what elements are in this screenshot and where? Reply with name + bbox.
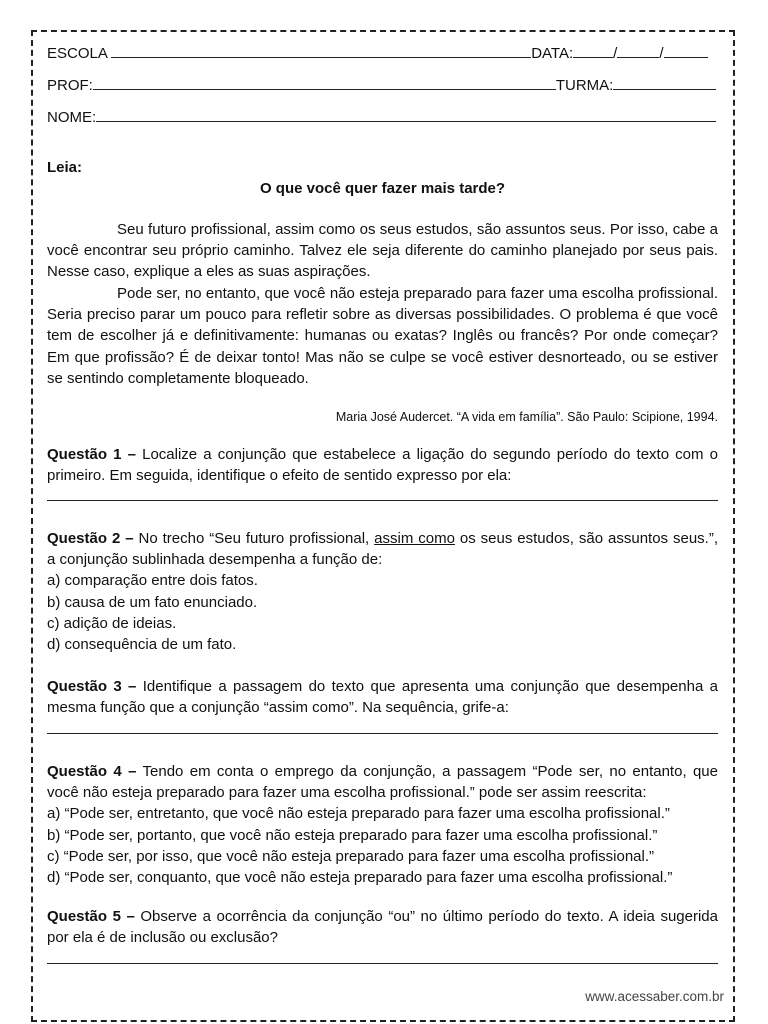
text-source: Maria José Audercet. “A vida em família”. São Paulo: Scipione, 1994. [335, 410, 718, 424]
question-4-option-c: c) “Pode ser, por isso, que você não esteja preparado para fazer uma escolha profissional.” [47, 847, 655, 865]
question-2-text-after: os seus estudos, são assuntos seus.”, a conjunção sublinhada desempenha a função de: [47, 530, 719, 569]
paragraph-1-text: Seu futuro profissional, assim como os seus estudos, são assuntos seus. Por isso, cabe a você encontrar seu próprio caminho. Talvez ele seja diferente do caminho planejado por seus pais. Nesse caso, explique a eles as suas aspirações. [47, 221, 718, 281]
date-label: DATA: [531, 45, 574, 62]
reading-paragraph-1 [47, 219, 718, 283]
question-4 [47, 761, 718, 888]
question-3 [47, 676, 718, 718]
question-4-option-d: d) “Pode ser, conquanto, que você não esteja preparado para fazer uma escolha profissional.” [47, 869, 673, 887]
class-label: TURMA: [555, 77, 614, 94]
question-4-option-a: a) “Pode ser, entretanto, que você não esteja preparado para fazer uma escolha profissional.” [47, 805, 670, 823]
school-blank [111, 43, 531, 58]
name-label: NOME: [47, 109, 97, 126]
question-1-text: Localize a conjunção que estabelece a ligação do segundo período do texto com o primeiro. Em seguida, identifique o efeito de sentido expresso por ela: [47, 446, 718, 485]
paragraph-2-text: Pode ser, no entanto, que você não esteja preparado para fazer uma escolha profissional. Seria preciso parar um pouco para refletir sobre as diversas possibilidades. O problema é que você tem de escolher já e definitivamente: humanas ou exatas? Inglês ou francês? Por onde começar? Em que profissão? É de deixar tonto! Mas não se culpe se você estiver desnorteado, ou se estiver se sentindo completamente bloqueado. [47, 285, 718, 387]
date-year-blank [664, 43, 708, 58]
question-2 [47, 528, 718, 655]
question-1 [47, 444, 718, 486]
school-row [47, 43, 708, 63]
question-4-option-b: b) “Pode ser, portanto, que você não esteja preparado para fazer uma escolha profissional.” [47, 826, 658, 844]
question-3-text: Identifique a passagem do texto que apresenta uma conjunção que desempenha a mesma função que a conjunção “assim como”. Na sequência, grife-a: [47, 678, 718, 717]
date-day-blank [573, 43, 613, 58]
question-2-text-before: No trecho “Seu futuro profissional, [138, 530, 370, 547]
reading-paragraph-2 [47, 283, 718, 389]
footer-website: www.acessaber.com.br [585, 989, 724, 1004]
question-1-label: Questão 1 – [47, 446, 136, 463]
question-2-option-d: d) consequência de um fato. [47, 636, 237, 654]
name-row [47, 107, 716, 127]
question-2-underlined-conjunction: assim como [374, 530, 455, 547]
teacher-row [47, 75, 716, 95]
question-2-option-c: c) adição de ideias. [47, 614, 177, 632]
text-title: O que você quer fazer mais tarde? [259, 180, 506, 197]
date-separator: / [613, 45, 618, 62]
school-label: ESCOLA [47, 45, 108, 62]
reading-instruction: Leia: [47, 159, 83, 176]
answer-line-5 [47, 963, 718, 964]
question-4-text: Tendo em conta o emprego da conjunção, a passagem “Pode ser, no entanto, que você não esteja preparado para fazer uma escolha profissional.” pode ser assim reescrita: [47, 763, 718, 802]
name-blank [96, 107, 716, 122]
question-2-option-b: b) causa de um fato enunciado. [47, 593, 258, 611]
question-2-option-a: a) comparação entre dois fatos. [47, 572, 258, 590]
answer-line-3 [47, 733, 718, 734]
answer-line-1 [47, 500, 718, 501]
question-3-label: Questão 3 – [47, 678, 137, 695]
question-2-label: Questão 2 – [47, 530, 134, 547]
date-separator: / [659, 45, 664, 62]
class-blank [613, 75, 716, 90]
question-5-text: Observe a ocorrência da conjunção “ou” no último período do texto. A ideia sugerida por ela é de inclusão ou exclusão? [47, 908, 718, 947]
teacher-blank [93, 75, 556, 90]
question-5-label: Questão 5 – [47, 908, 135, 925]
teacher-label: PROF: [47, 77, 93, 94]
question-5 [47, 906, 718, 948]
question-4-label: Questão 4 – [47, 763, 137, 780]
date-month-blank [617, 43, 659, 58]
